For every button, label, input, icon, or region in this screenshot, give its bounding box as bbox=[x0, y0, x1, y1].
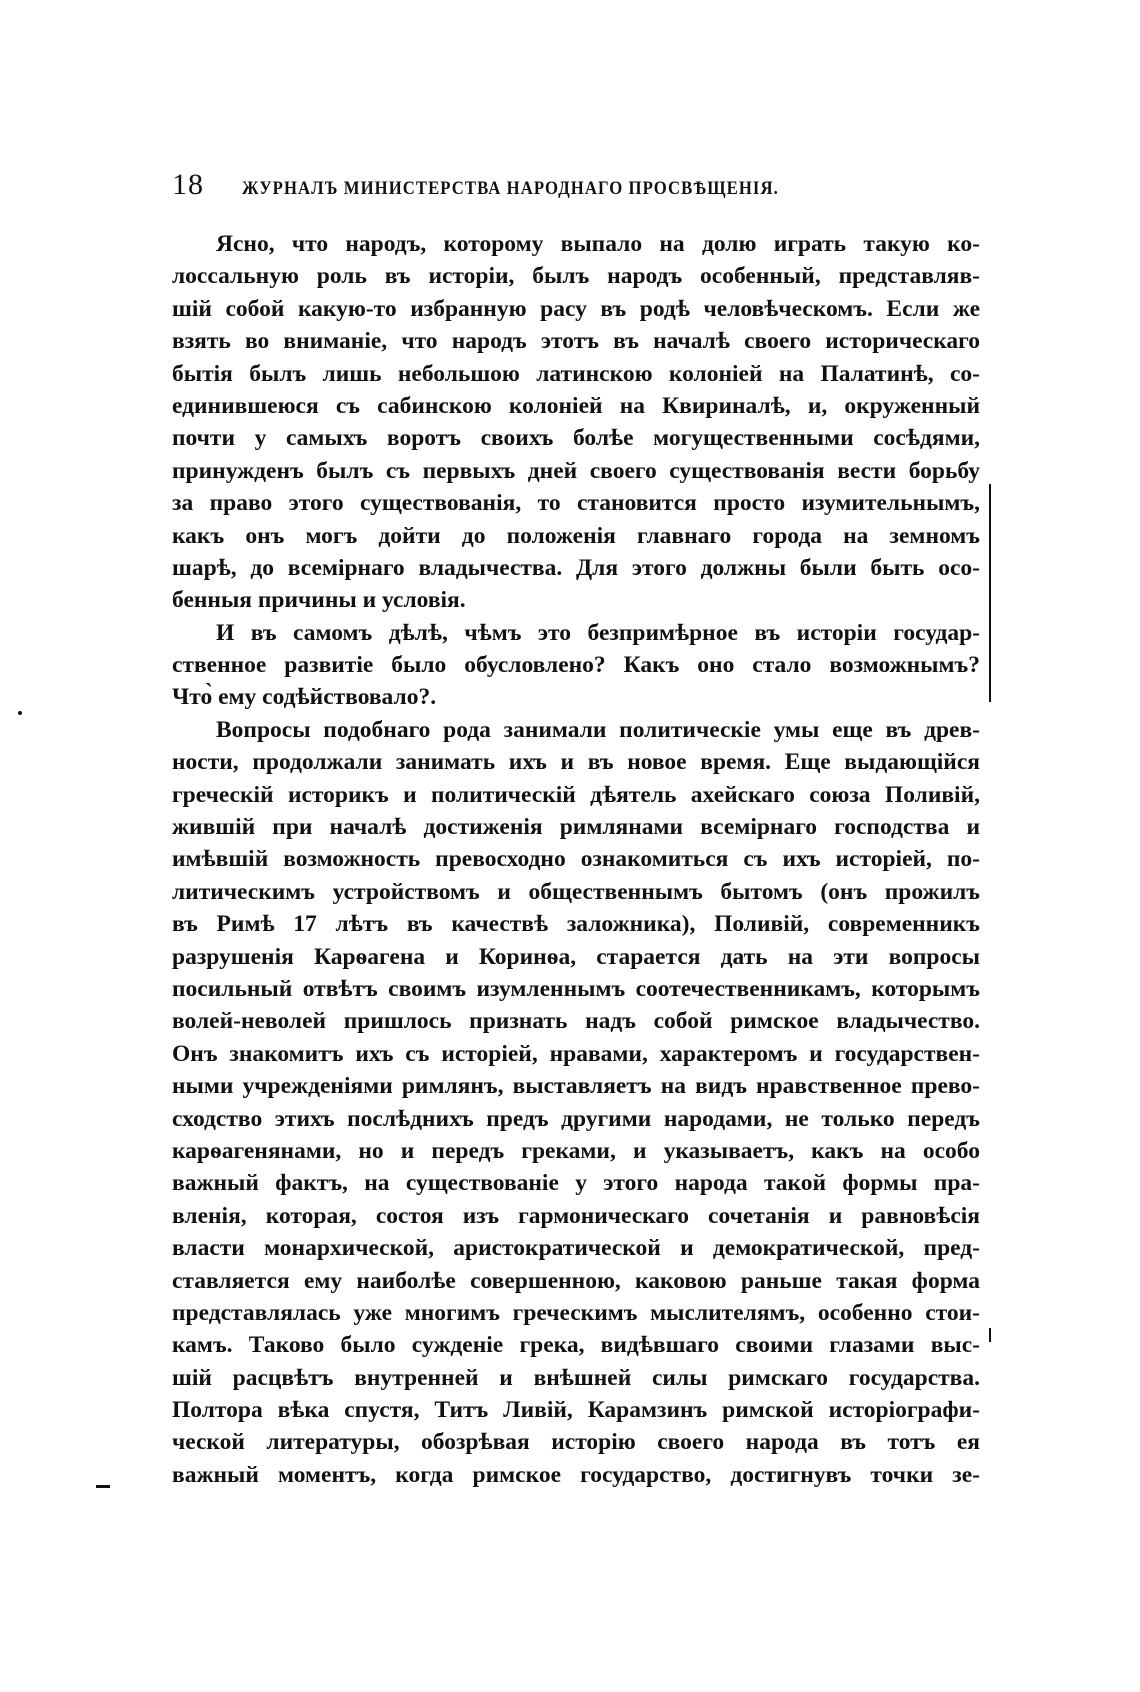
text-line: почти у самыхъ воротъ своихъ болѣе могущественными сосѣдями, bbox=[172, 425, 980, 452]
text-line: камъ. Таково было сужденіе грека, видѣвшаго своими глазами выс- bbox=[172, 1332, 980, 1359]
text-line: Онъ знакомитъ ихъ съ исторіей, нравами, характеромъ и государствен- bbox=[172, 1040, 980, 1067]
text-line: ставляется ему наиболѣе совершенною, каковою раньше такая форма bbox=[172, 1267, 980, 1294]
text-line: бенныя причины и условія. bbox=[172, 587, 466, 614]
text-line: посильный отвѣтъ своимъ изумленнымъ соотечественникамъ, которымъ bbox=[172, 975, 980, 1002]
text-line: литическимъ устройствомъ и общественнымъ бытомъ (онъ прожилъ bbox=[172, 878, 980, 905]
text-line: бытія былъ лишь небольшою латинскою колоніей на Палатинѣ, со- bbox=[172, 360, 980, 387]
text-line: Полтора вѣка спустя, Титъ Ливій, Карамзинъ римской исторіографи- bbox=[172, 1397, 980, 1424]
text-line: ности, продолжали занимать ихъ и въ новое время. Еще выдающійся bbox=[172, 749, 980, 776]
text-line: ческой литературы, обозрѣвая исторію своего народа въ тотъ ея bbox=[172, 1429, 980, 1456]
text-line: представлялась уже многимъ греческимъ мыслителямъ, особенно стои- bbox=[172, 1299, 980, 1326]
text-line: взять во вниманіе, что народъ этотъ въ началѣ своего историческаго bbox=[172, 328, 980, 355]
text-line: И въ самомъ дѣлѣ, чѣмъ это безпримѣрное въ исторіи государ- bbox=[216, 619, 980, 646]
text-line: за право этого существованія, то становится просто изумительнымъ, bbox=[172, 490, 980, 517]
text-line: шій расцвѣтъ внутренней и внѣшней силы римскаго государства. bbox=[172, 1364, 980, 1391]
text-line: Вопросы подобнаго рода занимали политическіе умы еще въ древ- bbox=[216, 716, 980, 743]
text-line: ными учрежденіями римлянъ, выставляетъ на видъ нравственное прево- bbox=[172, 1073, 980, 1100]
text-line: власти монархической, аристократической и демократической, пред- bbox=[172, 1235, 980, 1262]
text-line: имѣвшій возможность превосходно ознакомиться съ ихъ исторіей, по- bbox=[172, 846, 980, 873]
text-line: вленія, которая, состоя изъ гармоническаго сочетанія и равновѣсія bbox=[172, 1202, 980, 1229]
margin-tick-right bbox=[989, 1328, 991, 1342]
text-line: карѳагенянами, но и передъ греками, и указываетъ, какъ на особо bbox=[172, 1137, 980, 1164]
text-line: лоссальную роль въ исторіи, былъ народъ особенный, представляв- bbox=[172, 263, 980, 290]
margin-rule-right bbox=[989, 484, 991, 702]
margin-dash-bottom-left bbox=[96, 1485, 110, 1488]
text-line: единившеюся съ сабинскою колоніей на Квириналѣ, и, окруженный bbox=[172, 392, 980, 419]
body-text bbox=[172, 228, 980, 1491]
text-line: Ясно, что народъ, которому выпало на долю играть такую ко- bbox=[216, 231, 980, 257]
text-line: важный фактъ, на существованіе у этого народа такой формы пра- bbox=[172, 1170, 980, 1197]
text-line: волей-неволей пришлось признать надъ собой римское владычество. bbox=[172, 1008, 980, 1035]
text-line: въ Римѣ 17 лѣтъ въ качествѣ заложника), Поливій, современникъ bbox=[172, 911, 980, 938]
text-line: шій собой какую-то избранную расу въ родѣ человѣческомъ. Если же bbox=[172, 295, 980, 322]
running-title: ЖУРНАЛЪ МИНИСТЕРСТВА НАРОДНАГО ПРОСВѢЩЕНІЯ. bbox=[242, 178, 779, 199]
margin-dot-left bbox=[18, 711, 22, 715]
text-line: сходство этихъ послѣднихъ предъ другими народами, не только передъ bbox=[172, 1105, 980, 1132]
page-header bbox=[172, 168, 972, 202]
text-line: какъ онъ могъ дойти до положенія главнаго города на земномъ bbox=[172, 522, 980, 549]
page-number: 18 bbox=[172, 168, 204, 201]
text-line: Что̀ ему содѣйствовало?. bbox=[172, 684, 437, 711]
text-line: важный моментъ, когда римское государство, достигнувъ точки зе- bbox=[172, 1461, 980, 1488]
text-line: жившій при началѣ достиженія римлянами всемірнаго господства и bbox=[172, 814, 980, 841]
text-line: принужденъ былъ съ первыхъ дней своего существованія вести борьбу bbox=[172, 457, 980, 484]
text-line: шарѣ, до всемірнаго владычества. Для этого должны были быть осо- bbox=[172, 554, 980, 581]
text-line: разрушенія Карѳагена и Коринѳа, старается дать на эти вопросы bbox=[172, 943, 980, 970]
text-line: ственное развитіе было обусловлено? Какъ оно стало возможнымъ? bbox=[172, 652, 980, 679]
text-line: греческій историкъ и политическій дѣятель ахейскаго союза Поливій, bbox=[172, 781, 980, 808]
